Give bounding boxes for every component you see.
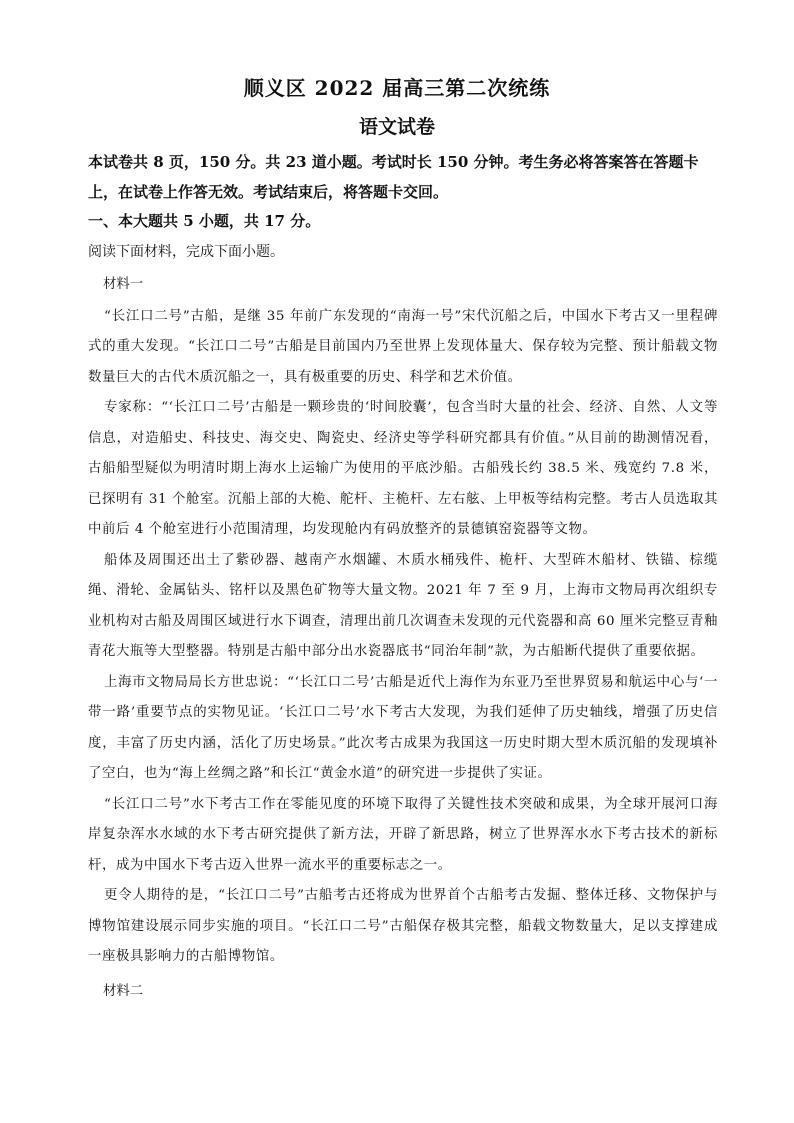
exam-subtitle: 语文试卷 bbox=[358, 116, 435, 138]
material-1-label: 材料一 bbox=[103, 277, 144, 292]
paragraph: 更令人期待的是，“长江口二号”古船考古还将成为世界首个古船考古发掘、整体迁移、文物保护与博物馆建设展示同步实施的项目。“长江口二号”古船保存极其完整，船载文物数量大，足以支撑建成一座极具影响力的古船博物馆。 bbox=[88, 888, 718, 964]
paragraph: 船体及周围还出土了紫砂器、越南产水烟罐、木质水桶残件、桅杆、大型砗木船材、铁锚、棕缆绳、滑轮、金属钻头、铭杆以及黑色矿物等大量文物。2021 年 7 至 9 月，上海市文物局再次组织专业机构对古船及周围区域进行水下调查，清理出前几次调查未发现的元代瓷器和高 60 厘米完整豆青釉青花大瓶等大型整器。特别是古船中部分出水瓷器底书“同治年制”款，为古船断代提供了重要依据。 bbox=[88, 552, 718, 659]
material-2-label: 材料二 bbox=[103, 983, 144, 999]
paragraph: “长江口二号”水下考古工作在零能见度的环境下取得了关键性技术突破和成果，为全球开展河口海岸复杂浑水水域的水下考古研究提供了新方法，开辟了新思路，树立了世界浑水水下考古技术的新标杆，成为中国水下考古迈入世界一流水平的重要标志之一。 bbox=[88, 796, 718, 873]
exam-title: 顺义区 2022 届高三第二次统练 bbox=[243, 76, 551, 100]
section-heading: 一、本大题共 5 小题，共 17 分。 bbox=[88, 212, 321, 230]
paragraph: “长江口二号”古船，是继 35 年前广东发现的“南海一号”宋代沉船之后，中国水下考古又一里程碑式的重大发现。“长江口二号”古船是目前国内乃至世界上发现体量大、保存较为完整、预计船载文物数量巨大的古代木质沉船之一，具有极重要的历史、科学和艺术价值。 bbox=[88, 308, 718, 385]
paragraph: 上海市文物局局长方世忠说：“‘长江口二号’古船是近代上海作为东亚乃至世界贸易和航运中心与‘一带一路’重要节点的实物见证。‘长江口二号’水下考古大发现，为我们延伸了历史轴线，增强了历史信度，丰富了历史内涵，活化了历史场景。”此次考古成果为我国这一历史时期大型木质沉船的发现填补了空白，也为“海上丝绸之路”和长江“黄金水道”的研究进一步提供了实证。 bbox=[88, 674, 718, 781]
reading-passage bbox=[88, 270, 718, 1007]
paragraph: 专家称：“‘长江口二号’古船是一颗珍贵的‘时间胶囊’，包含当时大量的社会、经济、自然、人文等信息，对造船史、科技史、海交史、陶瓷史、经济史等学科研究都具有价值。”从目前的勘测情况看，古船船型疑似为明清时期上海水上运输广为使用的平底沙船。古船残长约 38.5 米、残宽约 7.8 米，已探明有 31 个舱室。沉船上部的大桅、舵杆、主桅杆、左右舷、上甲板等结构完整。考古人员选取其中前后 4 个舱室进行小范围清理，均发现舱内有码放整齐的景德镇窑瓷器等文物。 bbox=[88, 400, 718, 537]
reading-instruction: 阅读下面材料，完成下面小题。 bbox=[88, 244, 284, 260]
exam-instructions: 本试卷共 8 页，150 分。共 23 道小题。考试时长 150 分钟。考生务必将答案答在答题卡上，在试卷上作答无效。考试结束后，将答题卡交回。 bbox=[88, 153, 699, 201]
